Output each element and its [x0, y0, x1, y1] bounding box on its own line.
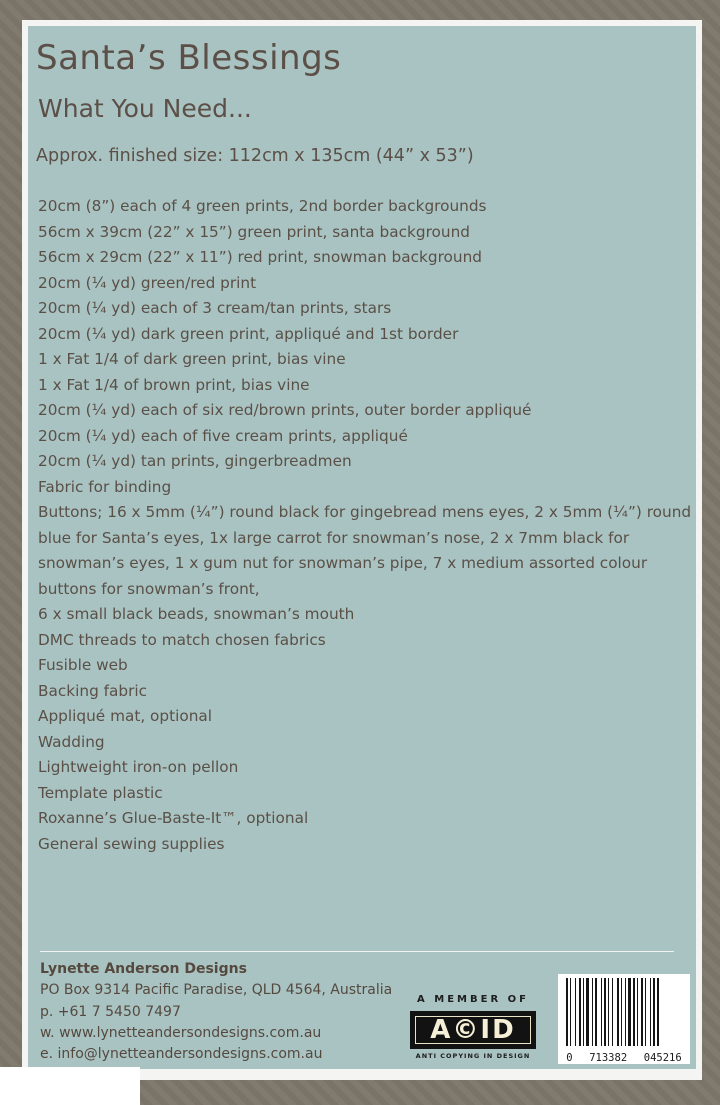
requirement-item: Roxanne’s Glue-Baste-It™, optional [38, 809, 309, 827]
barcode-bars [564, 978, 684, 1048]
requirement-item: 56cm x 29cm (22” x 11”) red print, snowman background [38, 248, 482, 266]
requirement-item: blue for Santa’s eyes, 1x large carrot for snowman’s nose, 2 x 7mm black for [38, 528, 630, 547]
barcode [558, 974, 690, 1064]
requirement-item: 20cm (¼ yd) dark green print, appliqué and 1st border [38, 324, 459, 343]
requirement-item: 20cm (¼ yd) tan prints, gingerbreadmen [38, 452, 352, 470]
pattern-card [28, 26, 696, 1069]
requirement-item: Fabric for binding [38, 477, 172, 496]
acid-logo-text: A©ID [415, 1016, 531, 1044]
barcode-bar [583, 978, 584, 1046]
requirement-item: snowman’s eyes, 1 x gum nut for snowman’s pipe, 7 x medium assorted colour [38, 554, 648, 572]
barcode-bar [601, 978, 602, 1046]
barcode-bar [592, 978, 593, 1046]
barcode-bar [595, 978, 597, 1046]
requirement-item: General sewing supplies [38, 834, 225, 853]
requirement-item: 1 x Fat 1/4 of brown print, bias vine [38, 375, 310, 394]
requirement-item: 20cm (¼ yd) each of 3 cream/tan prints, stars [38, 299, 392, 317]
barcode-bar [650, 978, 651, 1046]
postal-address: PO Box 9314 Pacific Paradise, QLD 4564, Australia [40, 982, 393, 999]
barcode-digit-group: 713382 [589, 1052, 628, 1064]
requirement-item: 20cm (¼ yd) green/red print [38, 273, 257, 292]
section-heading: What You Need... [38, 94, 252, 123]
barcode-bar [608, 978, 609, 1046]
barcode-digit-group: 0 [566, 1052, 573, 1064]
acid-logo [410, 1011, 536, 1049]
barcode-bar [604, 978, 606, 1046]
acid-member-text: A MEMBER OF [417, 994, 529, 1005]
barcode-bar [570, 978, 571, 1046]
requirement-item: 20cm (¼ yd) each of five cream prints, appliqué [38, 426, 408, 445]
barcode-bar [612, 978, 613, 1046]
barcode-bar [621, 978, 622, 1046]
requirement-item: Backing fabric [38, 681, 148, 700]
barcode-bar [566, 978, 568, 1046]
barcode-bar [633, 978, 635, 1046]
barcode-bar [641, 978, 643, 1046]
page-corner [0, 1067, 140, 1105]
acid-caption: ANTI COPYING IN DESIGN [415, 1052, 531, 1060]
requirement-item: 20cm (8”) each of 4 green prints, 2nd border backgrounds [38, 197, 487, 215]
barcode-bar [617, 978, 619, 1046]
requirement-item: 56cm x 39cm (22” x 15”) green print, santa background [38, 222, 471, 241]
barcode-bar [645, 978, 646, 1046]
acid-badge [408, 994, 538, 1064]
barcode-bar [628, 978, 631, 1046]
phone-number: p. +61 7 5450 7497 [40, 1003, 181, 1020]
requirement-item: DMC threads to match chosen fabrics [38, 630, 326, 649]
barcode-bar [575, 978, 576, 1046]
requirement-item: Lightweight iron-on pellon [38, 758, 239, 776]
requirement-item: 6 x small black beads, snowman’s mouth [38, 605, 355, 623]
barcode-bar [579, 978, 581, 1046]
requirement-item: 1 x Fat 1/4 of dark green print, bias vine [38, 350, 346, 368]
requirement-item: Appliqué mat, optional [38, 707, 213, 725]
barcode-bar [625, 978, 626, 1046]
pattern-title: Santa’s Blessings [36, 38, 342, 78]
contact-block [40, 959, 392, 1065]
requirement-item: buttons for snowman’s front, [38, 579, 260, 598]
barcode-bar [657, 978, 659, 1046]
requirement-item: 20cm (¼ yd) each of six red/brown prints, outer border appliqué [38, 401, 532, 419]
requirement-item: Template plastic [38, 783, 163, 802]
divider [40, 951, 674, 952]
barcode-digits [558, 1052, 690, 1064]
barcode-bar [637, 978, 638, 1046]
website-link[interactable]: w. www.lynetteandersondesigns.com.au [40, 1024, 322, 1041]
email-link[interactable]: e. info@lynetteandersondesigns.com.au [40, 1046, 323, 1063]
requirement-item: Buttons; 16 x 5mm (¼”) round black for gingebread mens eyes, 2 x 5mm (¼”) round [38, 503, 692, 521]
company-name: Lynette Anderson Designs [40, 961, 247, 977]
finished-size: Approx. finished size: 112cm x 135cm (44” x 53”) [36, 146, 474, 166]
requirement-item: Wadding [38, 732, 105, 751]
requirements-list [38, 194, 690, 857]
barcode-digit-group: 045216 [643, 1052, 682, 1064]
requirement-item: Fusible web [38, 656, 128, 674]
barcode-bar [586, 978, 589, 1046]
barcode-bar [653, 978, 655, 1046]
